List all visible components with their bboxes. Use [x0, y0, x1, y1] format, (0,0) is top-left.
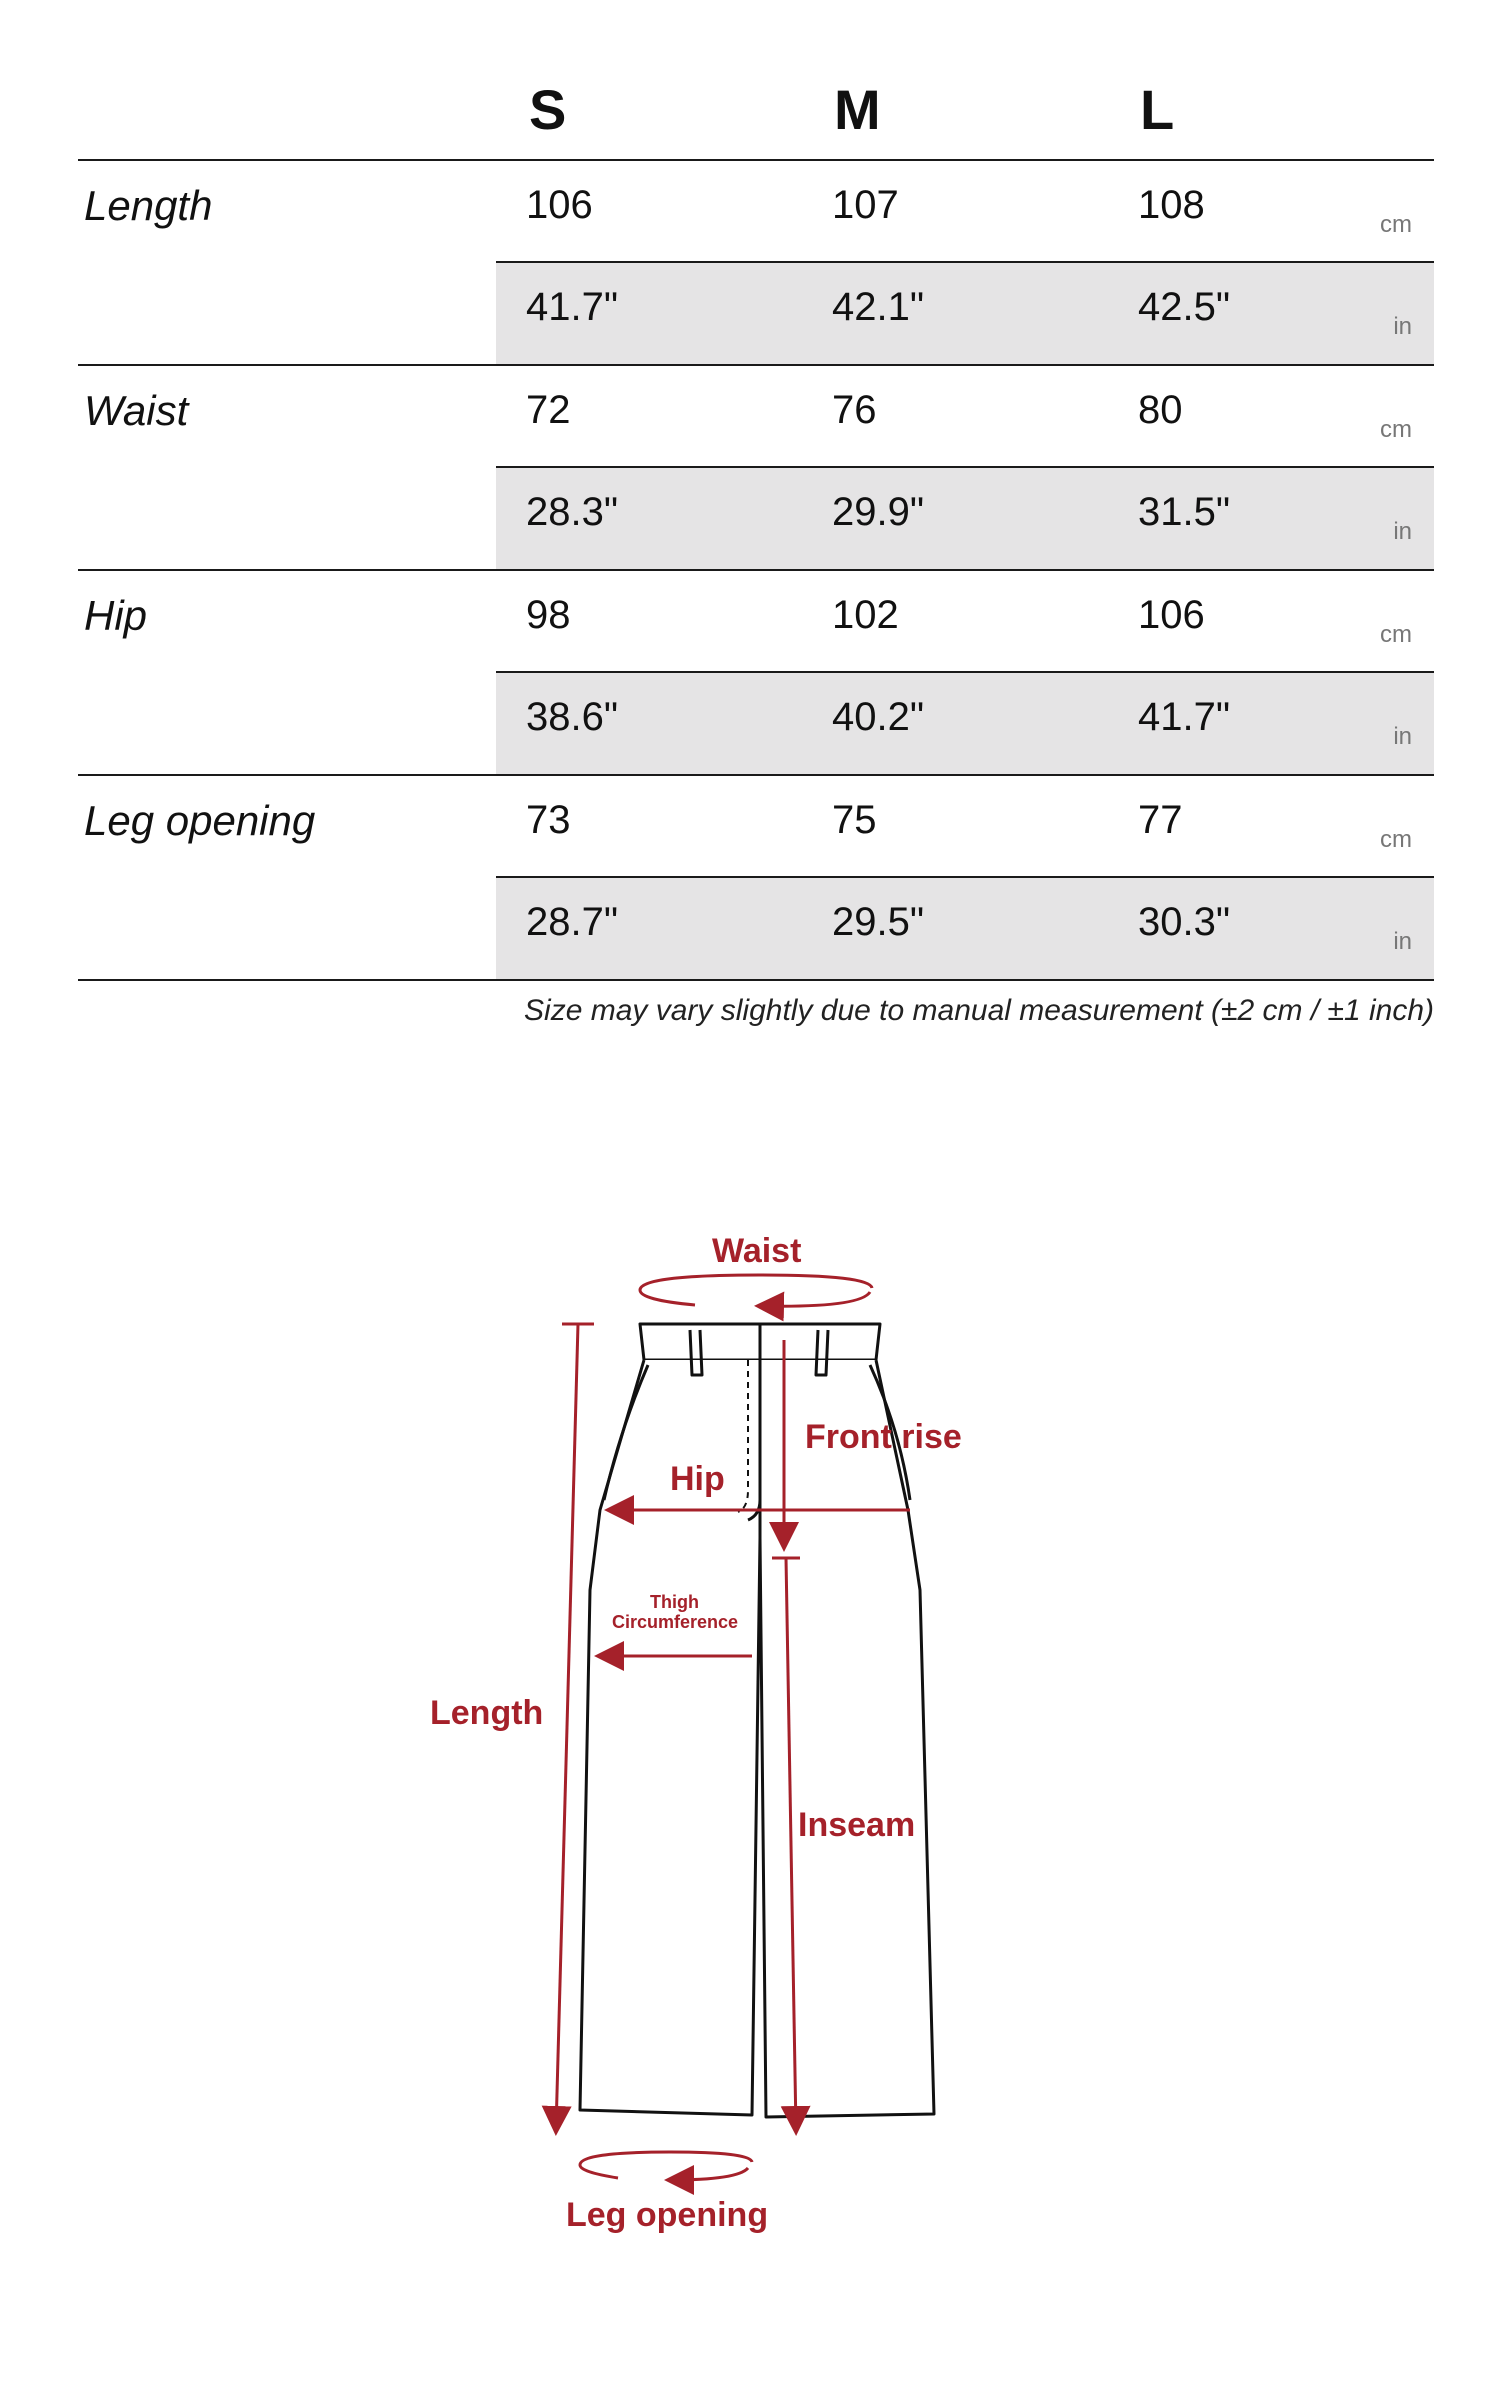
- length-label: Length: [430, 1694, 544, 1732]
- value-m-cm: 107: [832, 183, 899, 227]
- unit-in: in: [1393, 518, 1412, 545]
- cm-row: [496, 161, 1434, 263]
- pants-measurement-diagram: [0, 1180, 1500, 2280]
- value-s-cm: 73: [526, 798, 571, 842]
- waist-arrow: [640, 1275, 872, 1306]
- size-chart-table: [78, 50, 1434, 981]
- thigh-label-line2: Circumference: [612, 1612, 739, 1632]
- cm-row: [496, 571, 1434, 673]
- size-header-l: L: [1140, 78, 1175, 141]
- inch-row: [496, 263, 1434, 364]
- value-m-in: 29.5": [832, 900, 925, 944]
- value-m-in: 29.9": [832, 490, 925, 534]
- measurement-note: Size may vary slightly due to manual measurement (±2 cm / ±1 inch): [524, 994, 1434, 1027]
- value-s-cm: 106: [526, 183, 593, 227]
- unit-cm: cm: [1380, 621, 1412, 648]
- unit-cm: cm: [1380, 211, 1412, 238]
- value-l-cm: 108: [1138, 183, 1205, 227]
- value-m-in: 42.1": [832, 285, 925, 329]
- leg-opening-arrow: [580, 2152, 752, 2180]
- value-l-in: 31.5": [1138, 490, 1231, 534]
- value-l-cm: 77: [1138, 798, 1183, 842]
- value-s-in: 28.3": [526, 490, 619, 534]
- value-s-cm: 98: [526, 593, 571, 637]
- size-header-s: S: [529, 78, 567, 141]
- inch-row: [496, 468, 1434, 569]
- value-s-in: 38.6": [526, 695, 619, 739]
- hip-label: Hip: [670, 1460, 725, 1498]
- cm-row: [496, 776, 1434, 878]
- value-s-cm: 72: [526, 388, 571, 432]
- value-m-cm: 76: [832, 388, 877, 432]
- inch-row: [496, 673, 1434, 774]
- value-l-in: 42.5": [1138, 285, 1231, 329]
- measurement-group-length: [78, 161, 1434, 366]
- measurement-group-waist: [78, 366, 1434, 571]
- measurement-label: Leg opening: [84, 797, 316, 844]
- measurement-label: Waist: [84, 387, 189, 434]
- unit-in: in: [1393, 723, 1412, 750]
- value-l-in: 41.7": [1138, 695, 1231, 739]
- value-s-in: 41.7": [526, 285, 619, 329]
- inch-row: [496, 878, 1434, 979]
- unit-cm: cm: [1380, 416, 1412, 443]
- unit-in: in: [1393, 928, 1412, 955]
- value-m-cm: 75: [832, 798, 877, 842]
- size-header-row: [78, 50, 1434, 161]
- waist-label: Waist: [712, 1232, 802, 1270]
- measurement-label: Hip: [84, 592, 148, 639]
- measurement-label: Length: [84, 182, 213, 229]
- front-rise-label: Front rise: [805, 1418, 962, 1456]
- value-s-in: 28.7": [526, 900, 619, 944]
- measurement-group-leg-opening: [78, 776, 1434, 981]
- inseam-label: Inseam: [798, 1806, 916, 1844]
- unit-in: in: [1393, 313, 1412, 340]
- value-m-in: 40.2": [832, 695, 925, 739]
- thigh-label-line1: Thigh: [650, 1592, 699, 1612]
- leg-opening-label: Leg opening: [566, 2196, 769, 2234]
- value-l-cm: 80: [1138, 388, 1183, 432]
- value-m-cm: 102: [832, 593, 899, 637]
- measurement-group-hip: [78, 571, 1434, 776]
- size-header-m: M: [834, 78, 881, 141]
- cm-row: [496, 366, 1434, 468]
- value-l-in: 30.3": [1138, 900, 1231, 944]
- value-l-cm: 106: [1138, 593, 1205, 637]
- unit-cm: cm: [1380, 826, 1412, 853]
